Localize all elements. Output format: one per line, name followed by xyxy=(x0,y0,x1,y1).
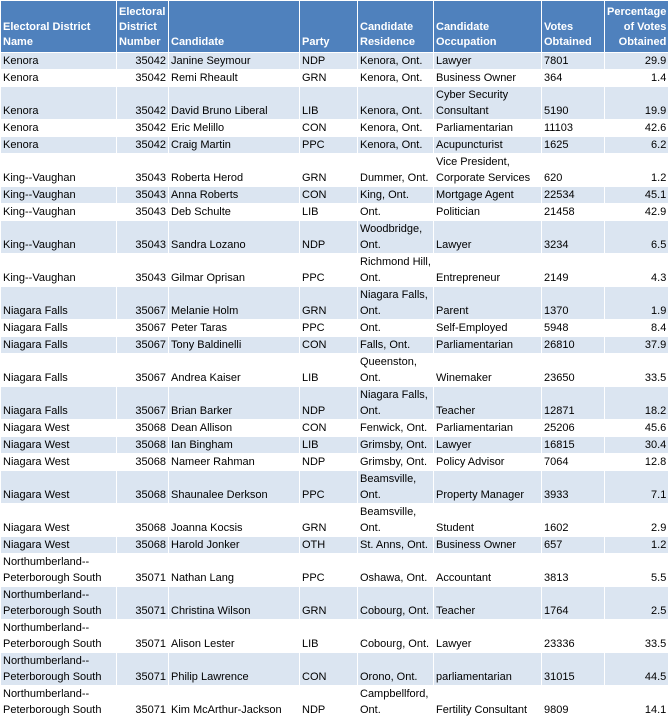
cell-votes[interactable]: 11103 xyxy=(542,120,605,137)
table-row xyxy=(1,537,669,554)
cell-percentage[interactable]: 44.5 xyxy=(605,653,669,686)
cell-occupation[interactable]: Teacher xyxy=(434,587,542,620)
cell-district-number[interactable]: 35042 xyxy=(117,53,169,70)
cell-party[interactable]: NDP xyxy=(300,686,358,719)
cell-candidate[interactable]: Brian Barker xyxy=(169,387,300,420)
cell-candidate[interactable]: Anna Roberts xyxy=(169,187,300,204)
table-row xyxy=(1,587,669,620)
cell-votes[interactable]: 3933 xyxy=(542,471,605,504)
cell-votes[interactable]: 2149 xyxy=(542,254,605,287)
cell-percentage[interactable]: 8.4 xyxy=(605,320,669,337)
cell-percentage[interactable]: 45.6 xyxy=(605,420,669,437)
cell-district-number[interactable]: 35042 xyxy=(117,137,169,154)
cell-occupation[interactable]: Policy Advisor xyxy=(434,454,542,471)
cell-votes[interactable]: 26810 xyxy=(542,337,605,354)
header-percentage[interactable]: Percentage of Votes Obtained xyxy=(605,1,669,53)
cell-party[interactable]: LIB xyxy=(300,437,358,454)
cell-district-name[interactable]: King--Vaughan xyxy=(1,204,117,221)
cell-votes[interactable]: 16815 xyxy=(542,437,605,454)
table-row xyxy=(1,620,669,653)
cell-votes[interactable]: 23650 xyxy=(542,354,605,387)
cell-votes[interactable]: 1625 xyxy=(542,137,605,154)
table-row xyxy=(1,471,669,504)
cell-party[interactable]: LIB xyxy=(300,87,358,120)
cell-residence[interactable]: Kenora, Ont. xyxy=(358,120,434,137)
cell-district-number[interactable]: 35043 xyxy=(117,221,169,254)
cell-district-name[interactable]: Northumberland--Peterborough South xyxy=(1,653,117,686)
cell-district-number[interactable]: 35068 xyxy=(117,420,169,437)
cell-residence[interactable]: St. Anns, Ont. xyxy=(358,537,434,554)
table-row xyxy=(1,204,669,221)
cell-candidate[interactable]: Craig Martin xyxy=(169,137,300,154)
cell-party[interactable]: PPC xyxy=(300,554,358,587)
cell-party[interactable]: PPC xyxy=(300,137,358,154)
cell-votes[interactable]: 364 xyxy=(542,70,605,87)
cell-residence[interactable]: Kenora, Ont. xyxy=(358,53,434,70)
cell-district-number[interactable]: 35071 xyxy=(117,686,169,719)
cell-votes[interactable]: 9809 xyxy=(542,686,605,719)
cell-residence[interactable]: Beamsville, Ont. xyxy=(358,504,434,537)
cell-votes[interactable]: 620 xyxy=(542,154,605,187)
cell-district-name[interactable]: Kenora xyxy=(1,87,117,120)
cell-residence[interactable]: Falls, Ont. xyxy=(358,337,434,354)
cell-residence[interactable]: Kenora, Ont. xyxy=(358,87,434,120)
cell-occupation[interactable]: Entrepreneur xyxy=(434,254,542,287)
cell-occupation[interactable]: Parliamentarian xyxy=(434,120,542,137)
cell-candidate[interactable]: Andrea Kaiser xyxy=(169,354,300,387)
cell-votes[interactable]: 7801 xyxy=(542,53,605,70)
table-row xyxy=(1,387,669,420)
cell-votes[interactable]: 1764 xyxy=(542,587,605,620)
cell-percentage[interactable]: 42.6 xyxy=(605,120,669,137)
cell-candidate[interactable]: David Bruno Liberal xyxy=(169,87,300,120)
cell-candidate[interactable]: Harold Jonker xyxy=(169,537,300,554)
cell-percentage[interactable]: 33.5 xyxy=(605,620,669,653)
cell-district-name[interactable]: Northumberland--Peterborough South xyxy=(1,686,117,719)
header-candidate[interactable]: Candidate xyxy=(169,1,300,53)
cell-party[interactable]: CON xyxy=(300,120,358,137)
cell-residence[interactable]: Cobourg, Ont. xyxy=(358,587,434,620)
cell-district-name[interactable]: King--Vaughan xyxy=(1,221,117,254)
cell-residence[interactable]: Ont. xyxy=(358,320,434,337)
cell-residence[interactable]: Orono, Ont. xyxy=(358,653,434,686)
cell-occupation[interactable]: Fertility Consultant xyxy=(434,686,542,719)
table-row xyxy=(1,320,669,337)
cell-candidate[interactable]: Philip Lawrence xyxy=(169,653,300,686)
cell-residence[interactable]: Beamsville, Ont. xyxy=(358,471,434,504)
cell-district-name[interactable]: Niagara Falls xyxy=(1,287,117,320)
cell-district-name[interactable]: Northumberland--Peterborough South xyxy=(1,554,117,587)
table-row xyxy=(1,554,669,587)
cell-party[interactable]: CON xyxy=(300,337,358,354)
cell-residence[interactable]: Fenwick, Ont. xyxy=(358,420,434,437)
cell-percentage[interactable]: 6.2 xyxy=(605,137,669,154)
cell-votes[interactable]: 657 xyxy=(542,537,605,554)
cell-party[interactable]: NDP xyxy=(300,387,358,420)
cell-residence[interactable]: Kenora, Ont. xyxy=(358,70,434,87)
cell-percentage[interactable]: 5.5 xyxy=(605,554,669,587)
header-occupation[interactable]: Candidate Occupation xyxy=(434,1,542,53)
cell-occupation[interactable]: Accountant xyxy=(434,554,542,587)
cell-candidate[interactable]: Eric Melillo xyxy=(169,120,300,137)
cell-district-name[interactable]: Kenora xyxy=(1,137,117,154)
cell-percentage[interactable]: 30.4 xyxy=(605,437,669,454)
cell-percentage[interactable]: 12.8 xyxy=(605,454,669,471)
cell-votes[interactable]: 5190 xyxy=(542,87,605,120)
cell-district-number[interactable]: 35067 xyxy=(117,320,169,337)
cell-occupation[interactable]: Student xyxy=(434,504,542,537)
cell-residence[interactable]: Woodbridge, Ont. xyxy=(358,221,434,254)
cell-district-name[interactable]: Niagara Falls xyxy=(1,320,117,337)
header-party[interactable]: Party xyxy=(300,1,358,53)
cell-residence[interactable]: Cobourg, Ont. xyxy=(358,620,434,653)
cell-occupation[interactable]: Lawyer xyxy=(434,53,542,70)
cell-candidate[interactable]: Melanie Holm xyxy=(169,287,300,320)
cell-candidate[interactable]: Dean Allison xyxy=(169,420,300,437)
cell-percentage[interactable]: 37.9 xyxy=(605,337,669,354)
cell-residence[interactable]: Oshawa, Ont. xyxy=(358,554,434,587)
cell-district-number[interactable]: 35071 xyxy=(117,653,169,686)
cell-occupation[interactable]: Lawyer xyxy=(434,620,542,653)
cell-percentage[interactable]: 1.2 xyxy=(605,537,669,554)
cell-percentage[interactable]: 42.9 xyxy=(605,204,669,221)
cell-votes[interactable]: 7064 xyxy=(542,454,605,471)
cell-occupation[interactable]: Parliamentarian xyxy=(434,420,542,437)
cell-district-number[interactable]: 35071 xyxy=(117,587,169,620)
cell-occupation[interactable]: Politician xyxy=(434,204,542,221)
cell-candidate[interactable]: Shaunalee Derkson xyxy=(169,471,300,504)
cell-candidate[interactable]: Deb Schulte xyxy=(169,204,300,221)
cell-votes[interactable]: 3813 xyxy=(542,554,605,587)
cell-district-name[interactable]: Niagara West xyxy=(1,454,117,471)
cell-residence[interactable]: Campbellford, Ont. xyxy=(358,686,434,719)
cell-residence[interactable]: Niagara Falls, Ont. xyxy=(358,287,434,320)
table-row xyxy=(1,337,669,354)
cell-percentage[interactable]: 33.5 xyxy=(605,354,669,387)
cell-candidate[interactable]: Sandra Lozano xyxy=(169,221,300,254)
table-row xyxy=(1,87,669,120)
cell-occupation[interactable]: Mortgage Agent xyxy=(434,187,542,204)
cell-district-name[interactable]: Niagara Falls xyxy=(1,354,117,387)
cell-party[interactable]: LIB xyxy=(300,354,358,387)
cell-district-number[interactable]: 35043 xyxy=(117,254,169,287)
cell-party[interactable]: CON xyxy=(300,420,358,437)
table-row xyxy=(1,686,669,719)
cell-district-name[interactable]: Niagara Falls xyxy=(1,387,117,420)
cell-district-number[interactable]: 35068 xyxy=(117,471,169,504)
cell-district-number[interactable]: 35067 xyxy=(117,354,169,387)
cell-percentage[interactable]: 19.9 xyxy=(605,87,669,120)
cell-candidate[interactable]: Janine Seymour xyxy=(169,53,300,70)
cell-residence[interactable]: Queenston, Ont. xyxy=(358,354,434,387)
cell-district-number[interactable]: 35068 xyxy=(117,454,169,471)
cell-votes[interactable]: 1602 xyxy=(542,504,605,537)
cell-votes[interactable]: 22534 xyxy=(542,187,605,204)
cell-district-number[interactable]: 35068 xyxy=(117,437,169,454)
cell-party[interactable]: NDP xyxy=(300,221,358,254)
table-row xyxy=(1,221,669,254)
cell-candidate[interactable]: Gilmar Oprisan xyxy=(169,254,300,287)
cell-votes[interactable]: 31015 xyxy=(542,653,605,686)
cell-party[interactable]: PPC xyxy=(300,320,358,337)
cell-occupation[interactable]: Winemaker xyxy=(434,354,542,387)
header-district-number[interactable]: Electoral District Number xyxy=(117,1,169,53)
cell-district-number[interactable]: 35042 xyxy=(117,120,169,137)
cell-residence[interactable]: King, Ont. xyxy=(358,187,434,204)
cell-residence[interactable]: Richmond Hill, Ont. xyxy=(358,254,434,287)
cell-party[interactable]: PPC xyxy=(300,254,358,287)
cell-percentage[interactable]: 14.1 xyxy=(605,686,669,719)
cell-candidate[interactable]: Roberta Herod xyxy=(169,154,300,187)
cell-votes[interactable]: 1370 xyxy=(542,287,605,320)
cell-party[interactable]: GRN xyxy=(300,504,358,537)
table-row xyxy=(1,454,669,471)
cell-district-name[interactable]: Niagara West xyxy=(1,420,117,437)
cell-district-number[interactable]: 35071 xyxy=(117,554,169,587)
cell-occupation[interactable]: Acupuncturist xyxy=(434,137,542,154)
header-votes[interactable]: Votes Obtained xyxy=(542,1,605,53)
cell-district-number[interactable]: 35071 xyxy=(117,620,169,653)
cell-percentage[interactable]: 1.9 xyxy=(605,287,669,320)
cell-percentage[interactable]: 4.3 xyxy=(605,254,669,287)
cell-party[interactable]: LIB xyxy=(300,620,358,653)
cell-party[interactable]: GRN xyxy=(300,287,358,320)
cell-percentage[interactable]: 7.1 xyxy=(605,471,669,504)
cell-occupation[interactable]: Parliamentarian xyxy=(434,337,542,354)
cell-candidate[interactable]: Nathan Lang xyxy=(169,554,300,587)
cell-district-name[interactable]: Northumberland--Peterborough South xyxy=(1,587,117,620)
cell-party[interactable]: NDP xyxy=(300,53,358,70)
table-row xyxy=(1,437,669,454)
table-row xyxy=(1,154,669,187)
cell-district-number[interactable]: 35067 xyxy=(117,337,169,354)
table-row xyxy=(1,354,669,387)
cell-candidate[interactable]: Kim McArthur-Jackson xyxy=(169,686,300,719)
cell-residence[interactable]: Grimsby, Ont. xyxy=(358,437,434,454)
header-residence[interactable]: Candidate Residence xyxy=(358,1,434,53)
cell-candidate[interactable]: Nameer Rahman xyxy=(169,454,300,471)
cell-votes[interactable]: 25206 xyxy=(542,420,605,437)
cell-occupation[interactable]: Lawyer xyxy=(434,437,542,454)
cell-party[interactable]: LIB xyxy=(300,204,358,221)
cell-district-number[interactable]: 35043 xyxy=(117,154,169,187)
cell-party[interactable]: CON xyxy=(300,653,358,686)
cell-candidate[interactable]: Ian Bingham xyxy=(169,437,300,454)
table-row xyxy=(1,653,669,686)
cell-district-number[interactable]: 35042 xyxy=(117,70,169,87)
table-row xyxy=(1,70,669,87)
cell-district-number[interactable]: 35067 xyxy=(117,287,169,320)
cell-residence[interactable]: Grimsby, Ont. xyxy=(358,454,434,471)
cell-district-name[interactable]: Niagara West xyxy=(1,504,117,537)
cell-occupation[interactable]: Self-Employed xyxy=(434,320,542,337)
cell-votes[interactable]: 3234 xyxy=(542,221,605,254)
header-district-name[interactable]: Electoral District Name xyxy=(1,1,117,53)
cell-candidate[interactable]: Peter Taras xyxy=(169,320,300,337)
cell-residence[interactable]: Kenora, Ont. xyxy=(358,137,434,154)
cell-occupation[interactable]: Teacher xyxy=(434,387,542,420)
cell-district-name[interactable]: Northumberland--Peterborough South xyxy=(1,620,117,653)
table-row xyxy=(1,53,669,70)
cell-district-name[interactable]: Niagara West xyxy=(1,437,117,454)
cell-residence[interactable]: Ont. xyxy=(358,204,434,221)
cell-district-name[interactable]: Kenora xyxy=(1,53,117,70)
table-row xyxy=(1,120,669,137)
table-row xyxy=(1,420,669,437)
table-row xyxy=(1,287,669,320)
cell-party[interactable]: GRN xyxy=(300,154,358,187)
cell-district-name[interactable]: Niagara West xyxy=(1,537,117,554)
cell-percentage[interactable]: 2.5 xyxy=(605,587,669,620)
cell-candidate[interactable]: Tony Baldinelli xyxy=(169,337,300,354)
cell-party[interactable]: GRN xyxy=(300,587,358,620)
cell-occupation[interactable]: Lawyer xyxy=(434,221,542,254)
cell-district-number[interactable]: 35043 xyxy=(117,204,169,221)
cell-occupation[interactable]: Business Owner xyxy=(434,537,542,554)
cell-occupation[interactable]: Parent xyxy=(434,287,542,320)
cell-residence[interactable]: Dummer, Ont. xyxy=(358,154,434,187)
cell-district-number[interactable]: 35042 xyxy=(117,87,169,120)
cell-candidate[interactable]: Remi Rheault xyxy=(169,70,300,87)
cell-district-name[interactable]: Kenora xyxy=(1,70,117,87)
cell-occupation[interactable]: Business Owner xyxy=(434,70,542,87)
table-row xyxy=(1,187,669,204)
cell-occupation[interactable]: parliamentarian xyxy=(434,653,542,686)
cell-percentage[interactable]: 1.4 xyxy=(605,70,669,87)
cell-occupation[interactable]: Vice President, Corporate Services xyxy=(434,154,542,187)
table-row xyxy=(1,137,669,154)
cell-occupation[interactable]: Cyber Security Consultant xyxy=(434,87,542,120)
cell-residence[interactable]: Niagara Falls, Ont. xyxy=(358,387,434,420)
cell-votes[interactable]: 5948 xyxy=(542,320,605,337)
cell-candidate[interactable]: Alison Lester xyxy=(169,620,300,653)
cell-candidate[interactable]: Christina Wilson xyxy=(169,587,300,620)
cell-party[interactable]: CON xyxy=(300,187,358,204)
cell-percentage[interactable]: 29.9 xyxy=(605,53,669,70)
cell-party[interactable]: PPC xyxy=(300,471,358,504)
cell-candidate[interactable]: Joanna Kocsis xyxy=(169,504,300,537)
cell-party[interactable]: GRN xyxy=(300,70,358,87)
cell-percentage[interactable]: 45.1 xyxy=(605,187,669,204)
cell-party[interactable]: NDP xyxy=(300,454,358,471)
cell-district-name[interactable]: Niagara Falls xyxy=(1,337,117,354)
table-row xyxy=(1,504,669,537)
cell-district-number[interactable]: 35043 xyxy=(117,187,169,204)
cell-party[interactable]: OTH xyxy=(300,537,358,554)
cell-district-number[interactable]: 35068 xyxy=(117,504,169,537)
cell-percentage[interactable]: 6.5 xyxy=(605,221,669,254)
cell-district-name[interactable]: King--Vaughan xyxy=(1,254,117,287)
cell-votes[interactable]: 21458 xyxy=(542,204,605,221)
cell-district-name[interactable]: King--Vaughan xyxy=(1,154,117,187)
header-row xyxy=(1,1,669,53)
cell-percentage[interactable]: 1.2 xyxy=(605,154,669,187)
cell-votes[interactable]: 12871 xyxy=(542,387,605,420)
table-row xyxy=(1,254,669,287)
cell-votes[interactable]: 23336 xyxy=(542,620,605,653)
cell-district-name[interactable]: Kenora xyxy=(1,120,117,137)
cell-district-number[interactable]: 35067 xyxy=(117,387,169,420)
cell-percentage[interactable]: 2.9 xyxy=(605,504,669,537)
cell-district-name[interactable]: Niagara West xyxy=(1,471,117,504)
cell-percentage[interactable]: 18.2 xyxy=(605,387,669,420)
cell-district-number[interactable]: 35068 xyxy=(117,537,169,554)
cell-district-name[interactable]: King--Vaughan xyxy=(1,187,117,204)
cell-occupation[interactable]: Property Manager xyxy=(434,471,542,504)
